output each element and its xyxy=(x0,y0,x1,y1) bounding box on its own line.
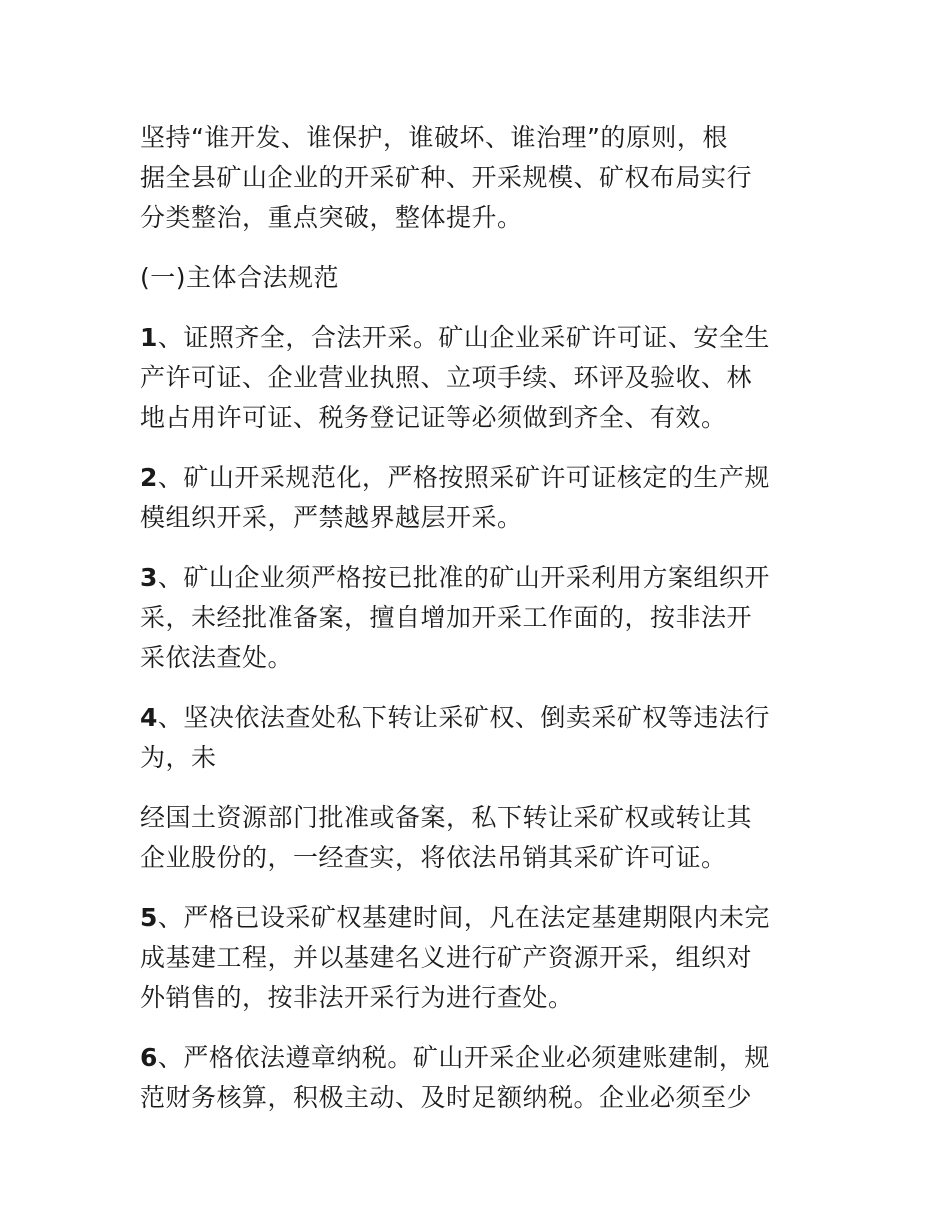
text-line: 1、证照齐全，合法开采。矿山企业采矿许可证、安全生 xyxy=(140,323,770,352)
text-line: 分类整治，重点突破，整体提升。 xyxy=(140,203,523,232)
text-line: 采，未经批准备案，擅自增加开采工作面的，按非法开 xyxy=(140,603,753,632)
document-page xyxy=(140,118,812,1138)
text-line: 成基建工程，并以基建名义进行矿产资源开采，组织对 xyxy=(140,943,753,972)
item-number: 5 xyxy=(140,903,158,932)
item-number: 2 xyxy=(140,463,158,492)
text-line: 4、坚决依法查处私下转让采矿权、倒卖采矿权等违法行 xyxy=(140,703,770,732)
continuation-paragraph xyxy=(140,798,812,878)
section-heading: (一)主体合法规范 xyxy=(140,263,340,292)
intro-paragraph xyxy=(140,118,812,238)
text-line: 坚持“谁开发、谁保护，谁破坏、谁治理”的原则，根 xyxy=(140,123,728,152)
item-3-paragraph xyxy=(140,558,812,678)
text-line: 外销售的，按非法开采行为进行查处。 xyxy=(140,983,574,1012)
text-line: 6、严格依法遵章纳税。矿山开采企业必须建账建制，规 xyxy=(140,1043,770,1072)
text-line: 5、严格已设采矿权基建时间，凡在法定基建期限内未完 xyxy=(140,903,770,932)
text-line: 采依法查处。 xyxy=(140,643,294,672)
text-line: 范财务核算，积极主动、及时足额纳税。企业必须至少 xyxy=(140,1083,753,1112)
item-1-paragraph xyxy=(140,318,812,438)
text-line: 地占用许可证、税务登记证等必须做到齐全、有效。 xyxy=(140,403,727,432)
text-line: 2、矿山开采规范化，严格按照采矿许可证核定的生产规 xyxy=(140,463,770,492)
text-line: 3、矿山企业须严格按已批准的矿山开采利用方案组织开 xyxy=(140,563,770,592)
item-2-paragraph xyxy=(140,458,812,538)
item-4-paragraph xyxy=(140,698,812,778)
item-number: 4 xyxy=(140,703,158,732)
text-line: 产许可证、企业营业执照、立项手续、环评及验收、林 xyxy=(140,363,753,392)
text-line: 模组织开采，严禁越界越层开采。 xyxy=(140,503,523,532)
text-line: 为，未 xyxy=(140,743,217,772)
item-number: 6 xyxy=(140,1043,158,1072)
item-number: 1 xyxy=(140,323,158,352)
item-5-paragraph xyxy=(140,898,812,1018)
text-line: 据全县矿山企业的开采矿种、开采规模、矿权布局实行 xyxy=(140,163,753,192)
text-line: 经国土资源部门批准或备案，私下转让采矿权或转让其 xyxy=(140,803,753,832)
item-number: 3 xyxy=(140,563,158,592)
text-line: 企业股份的，一经查实，将依法吊销其采矿许可证。 xyxy=(140,843,727,872)
item-6-paragraph xyxy=(140,1038,812,1118)
